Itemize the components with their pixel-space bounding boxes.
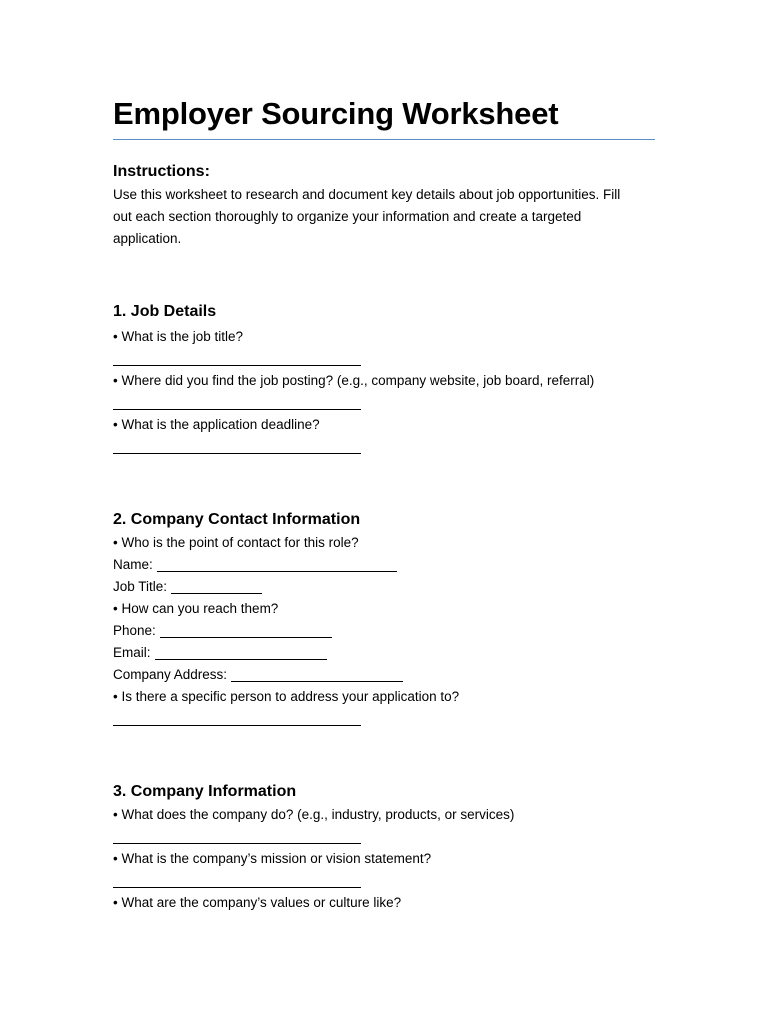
worksheet-page: [113, 96, 655, 914]
instructions-heading: Instructions:: [113, 163, 210, 180]
question-company-mission: • What is the company’s mission or vision statement?: [113, 848, 655, 870]
phone-field[interactable]: [113, 620, 655, 642]
phone-label: Phone:: [113, 623, 156, 638]
company-address-underline[interactable]: [231, 667, 403, 682]
answer-line-company-business[interactable]: [113, 826, 655, 848]
name-underline[interactable]: [157, 557, 397, 572]
email-underline[interactable]: [155, 645, 327, 660]
section-job-details-heading: 1. Job Details: [113, 303, 217, 320]
instructions-line-2: out each section thoroughly to organize your information and create a targeted: [113, 209, 582, 224]
phone-underline[interactable]: [160, 623, 332, 638]
answer-line-job-posting-source[interactable]: [113, 392, 655, 414]
section-contact-heading: 2. Company Contact Information: [113, 511, 361, 528]
question-application-deadline: • What is the application deadline?: [113, 414, 655, 436]
question-job-posting-source: • Where did you find the job posting? (e.g., company website, job board, referral): [113, 370, 655, 392]
company-address-label: Company Address:: [113, 667, 228, 682]
job-title-underline[interactable]: [171, 579, 262, 594]
email-label: Email:: [113, 645, 151, 660]
job-title-label: Job Title:: [113, 579, 168, 594]
page-title: Employer Sourcing Worksheet: [113, 96, 559, 131]
company-address-field[interactable]: [113, 664, 655, 686]
question-job-title: • What is the job title?: [113, 326, 655, 348]
answer-line-company-mission[interactable]: [113, 870, 655, 892]
email-field[interactable]: [113, 642, 655, 664]
instructions-line-3: application.: [113, 231, 182, 246]
instructions-line-1: Use this worksheet to research and document key details about job opportunities. Fill: [113, 187, 621, 202]
name-field[interactable]: [113, 554, 655, 576]
question-company-values: • What are the company’s values or culture like?: [113, 892, 655, 914]
question-point-of-contact: • Who is the point of contact for this role?: [113, 532, 655, 554]
answer-line-address-application[interactable]: [113, 708, 655, 730]
question-how-to-reach: • How can you reach them?: [113, 598, 655, 620]
question-company-business: • What does the company do? (e.g., industry, products, or services): [113, 804, 655, 826]
job-title-field[interactable]: [113, 576, 655, 598]
question-address-application: • Is there a specific person to address your application to?: [113, 686, 655, 708]
name-label: Name:: [113, 557, 153, 572]
answer-line-job-title[interactable]: [113, 348, 655, 370]
answer-line-application-deadline[interactable]: [113, 436, 655, 458]
section-company-info-heading: 3. Company Information: [113, 783, 297, 800]
